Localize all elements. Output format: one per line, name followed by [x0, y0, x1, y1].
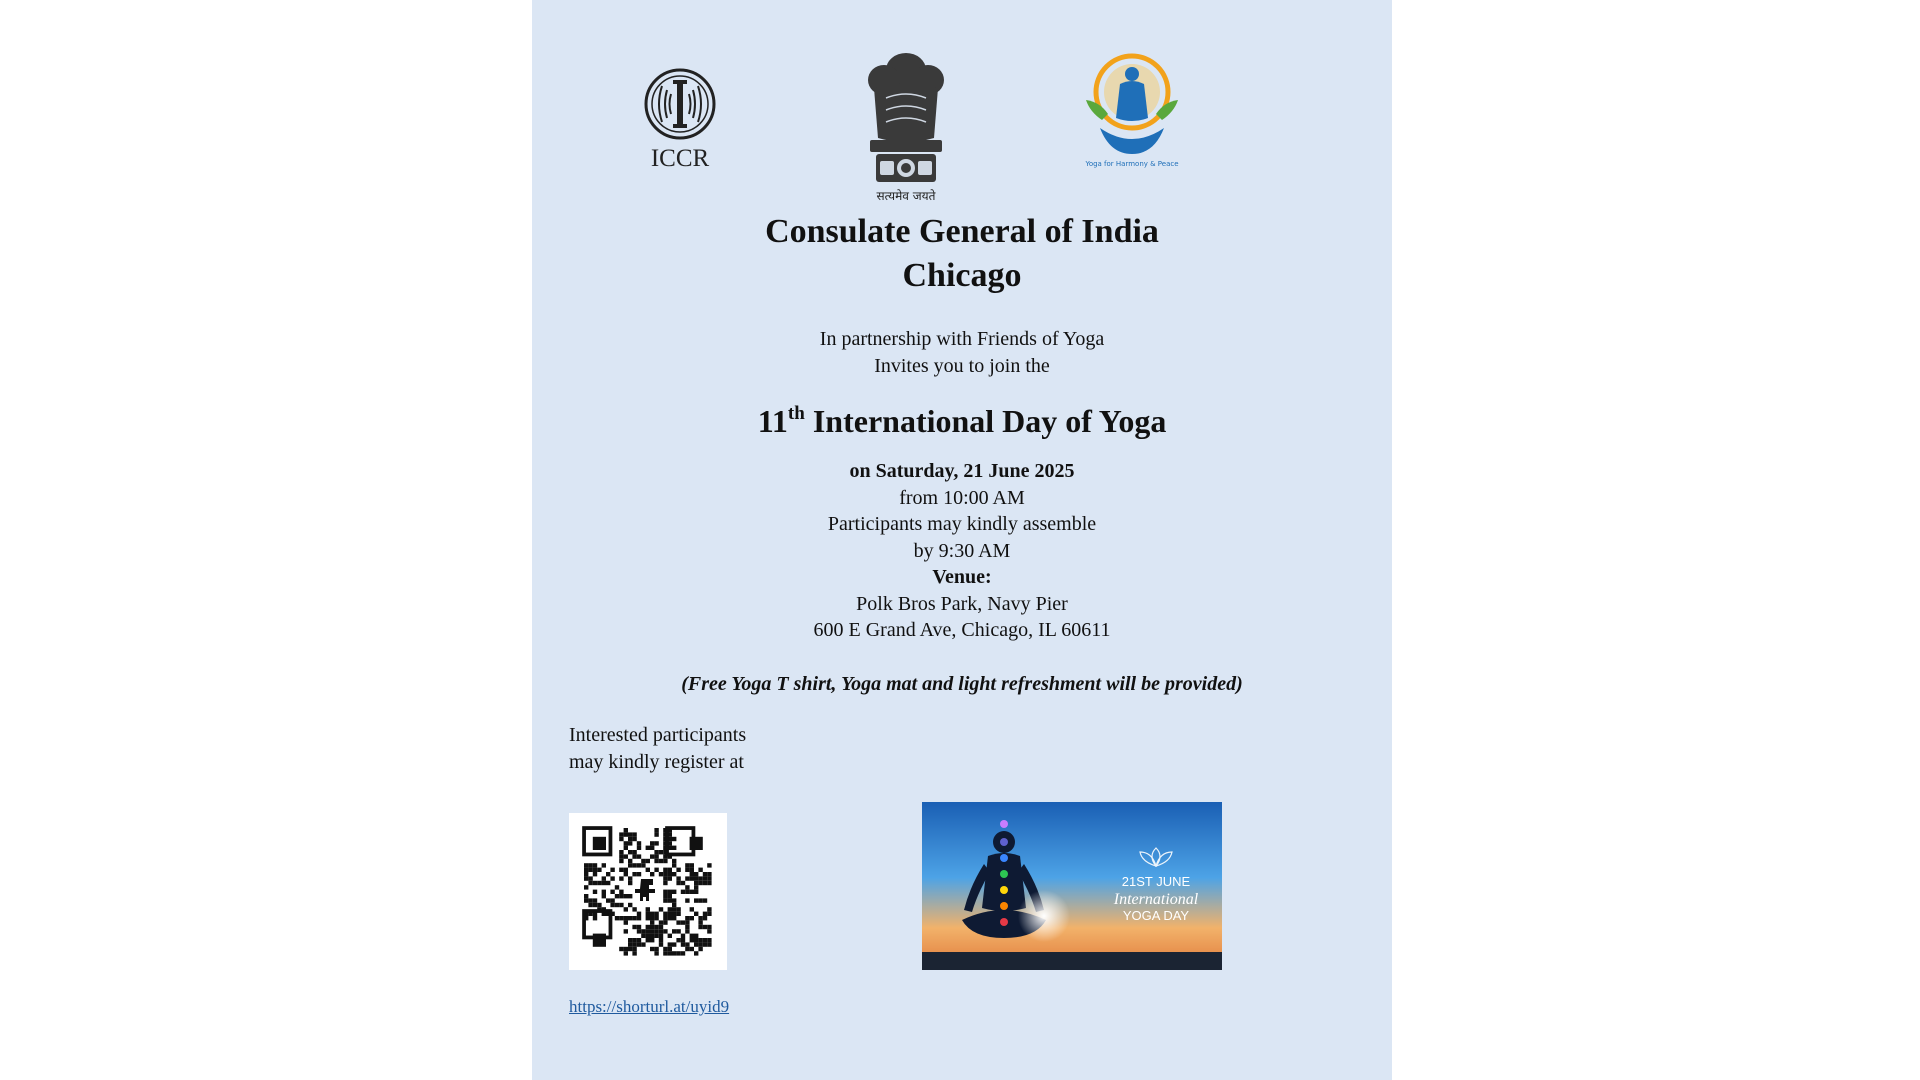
event-title [532, 392, 1392, 443]
yoga-day-caption: Yoga for Harmony & Peace [1085, 160, 1179, 168]
consulate-heading [532, 210, 1392, 298]
emblem-motto: सत्यमेव जयते [876, 189, 936, 203]
invite-line: Invites you to join the [874, 355, 1050, 377]
iccr-logo [640, 68, 720, 178]
register-line2: may kindly register at [569, 750, 744, 773]
registration-note [569, 722, 746, 775]
banner-script: International [1113, 891, 1199, 908]
partnership-intro [532, 326, 1392, 380]
banner-date: 21ST JUNE [1121, 874, 1191, 889]
yoga-day-logo [1082, 48, 1182, 172]
event-time: from 10:00 AM [899, 486, 1025, 509]
consulate-city: Chicago [902, 257, 1022, 294]
partnership-line: In partnership with Friends of Yoga [819, 328, 1105, 350]
iccr-label: ICCR [650, 145, 710, 172]
registration-link[interactable]: https://shorturl.at/uyid9 [569, 997, 730, 1016]
venue-address: 600 E Grand Ave, Chicago, IL 60611 [813, 619, 1111, 641]
freebies-note: (Free Yoga T shirt, Yoga mat and light refreshment will be provided) [681, 673, 1243, 695]
registration-qr-code[interactable] [569, 813, 727, 970]
event-ordinal-suffix: th [787, 403, 805, 424]
assemble-note-line2: by 9:30 AM [913, 539, 1011, 562]
event-details [532, 458, 1392, 644]
event-ordinal: 11 [757, 403, 788, 439]
venue-name: Polk Bros Park, Navy Pier [856, 592, 1068, 615]
yoga-day-banner-image [922, 802, 1222, 970]
national-emblem-logo [856, 48, 956, 206]
invitation-flyer [532, 0, 1392, 1080]
logo-row [532, 0, 1392, 210]
register-line1: Interested participants [569, 724, 747, 746]
event-date: on Saturday, 21 June 2025 [849, 460, 1075, 482]
event-name: International Day of Yoga [812, 403, 1167, 439]
venue-label: Venue: [932, 566, 992, 588]
consulate-name: Consulate General of India [765, 213, 1159, 250]
assemble-note-line1: Participants may kindly assemble [827, 513, 1097, 535]
banner-name: YOGA DAY [1122, 908, 1190, 923]
